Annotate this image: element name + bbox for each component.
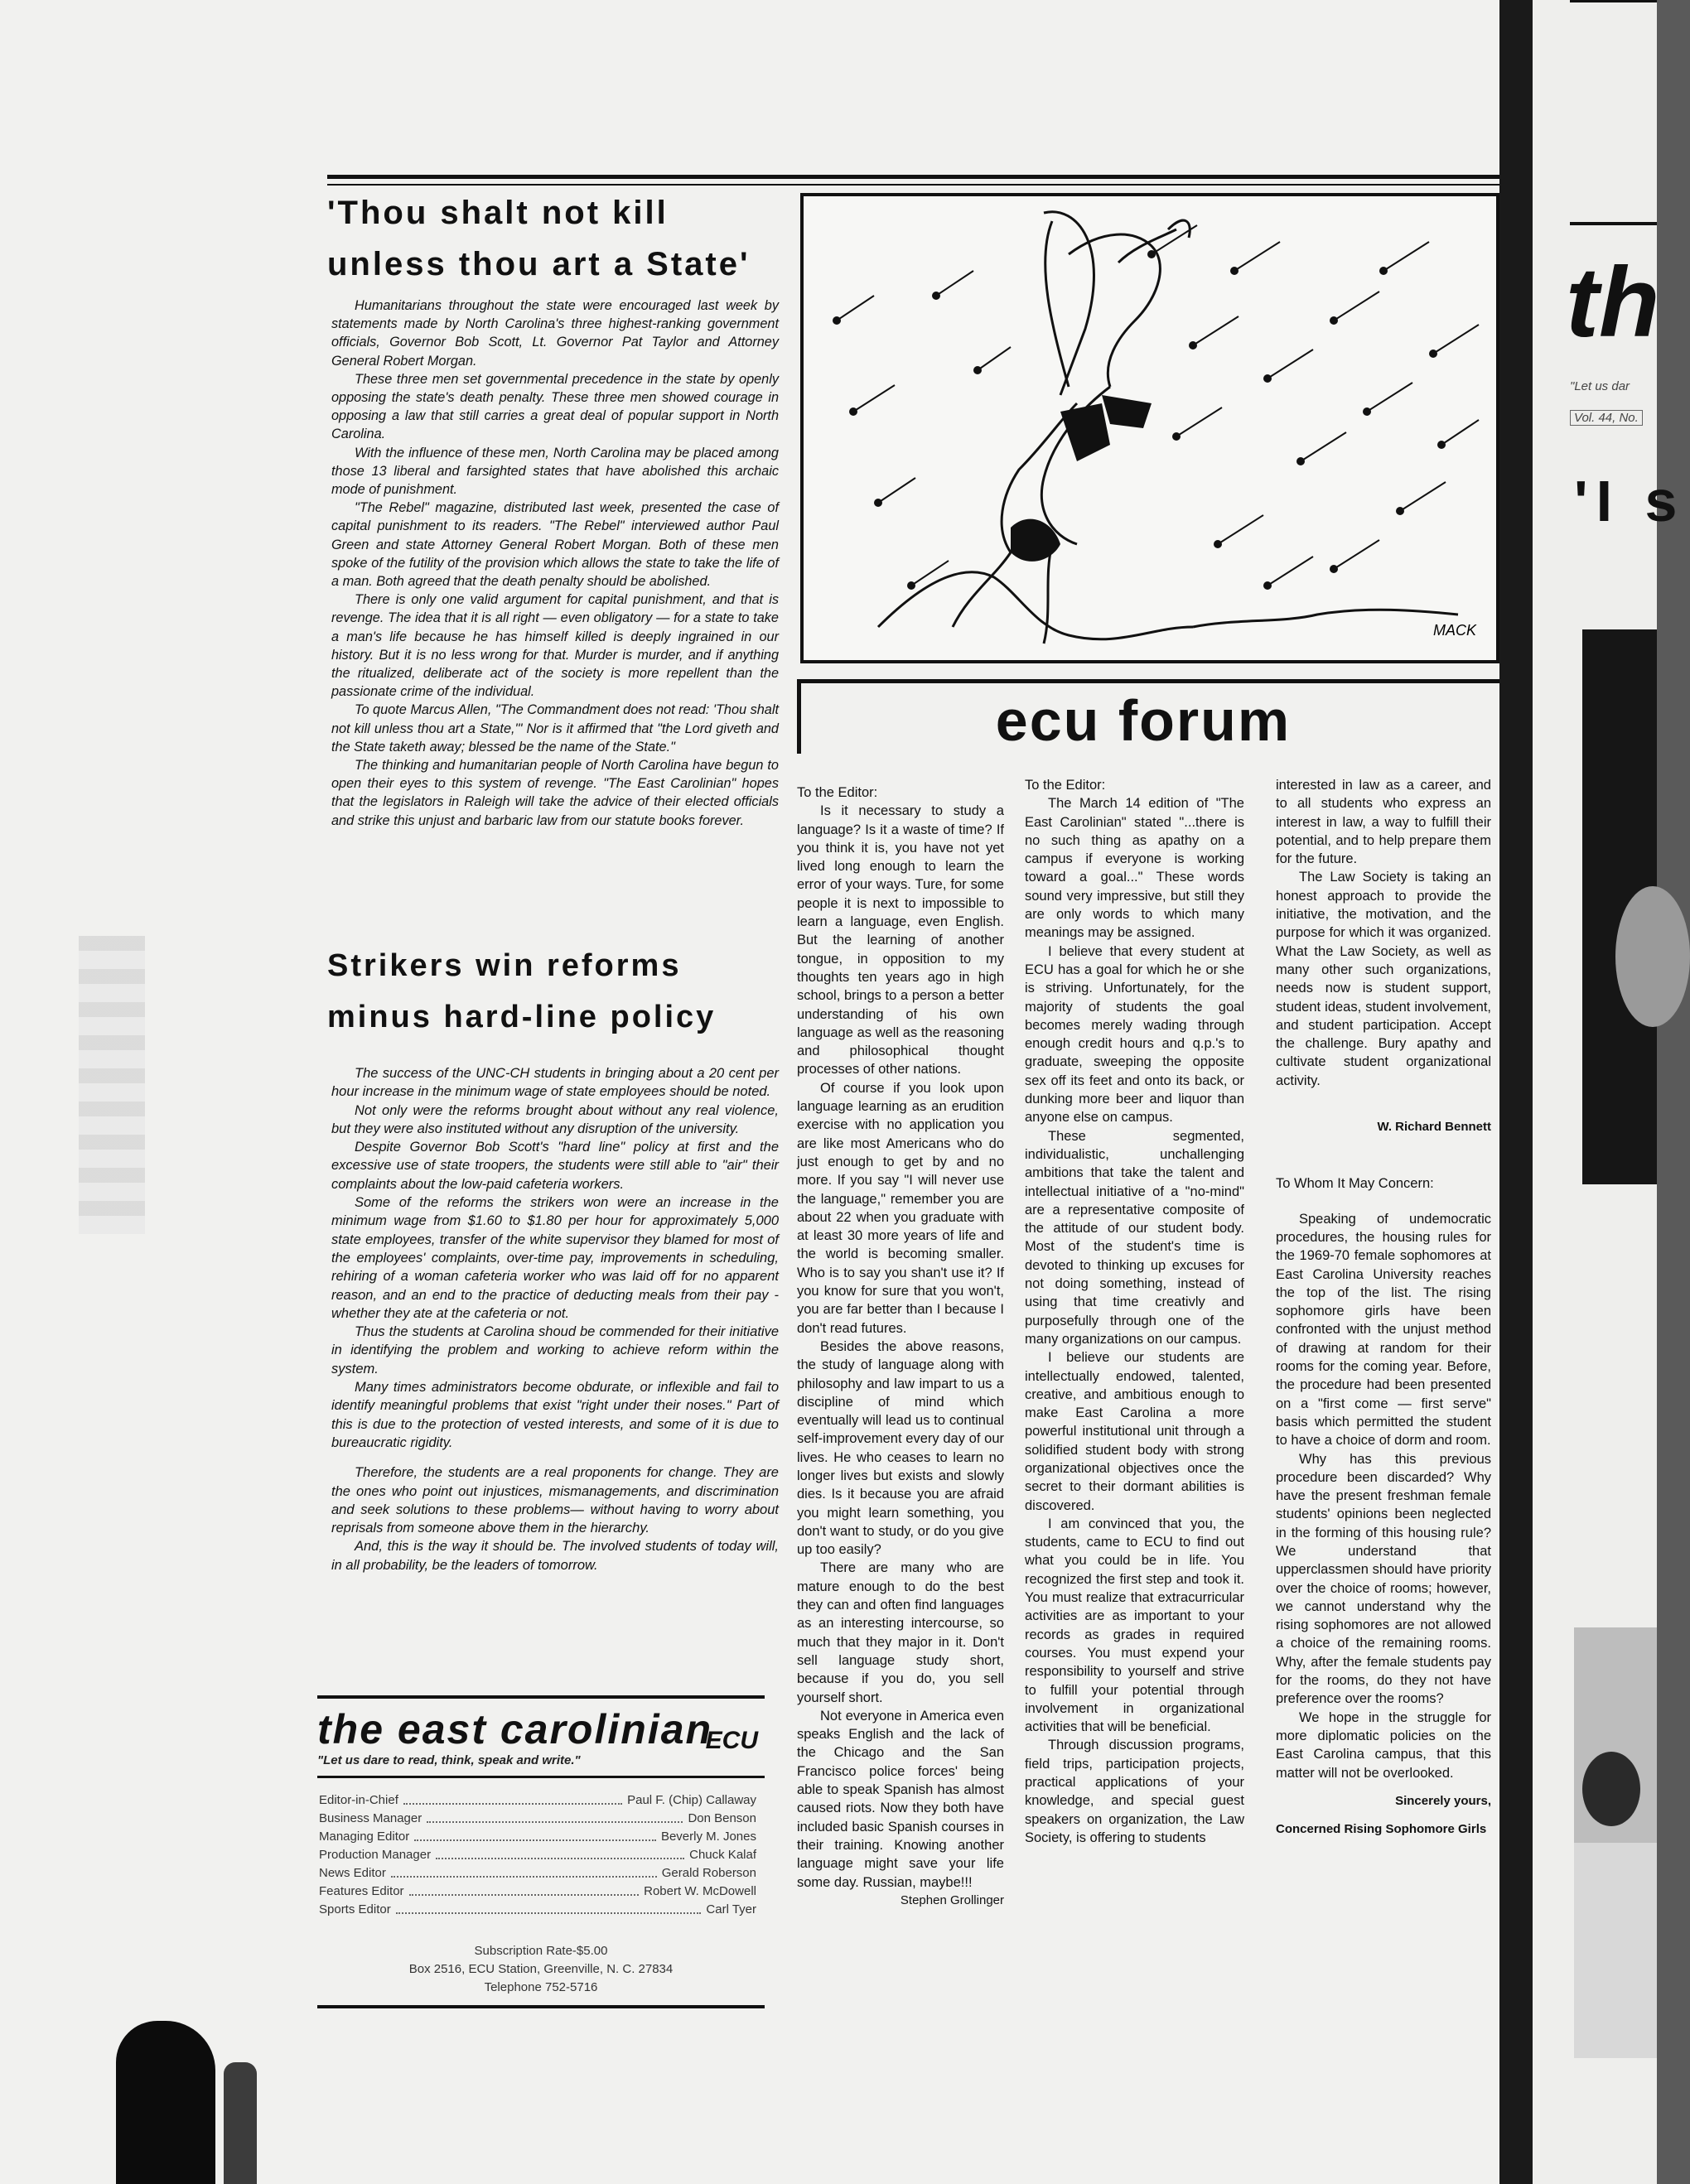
letter-paragraph: I believe that every student at ECU has a goal for which he or she is striving. Unfortunately, for the majority of students the goal becomes merely wading through enough credit hours and q.p.'s to graduate, sweeping the opposite sex off its feet and onto its back, or dunking more beer and liquor than anyone else on campus. xyxy=(1025,943,1244,1126)
article-paragraph: There is only one valid argument for capital punishment, and that is revenge. The idea that it is all right — even obligatory — for a state to take a man's life because he has himself killed is deeply ingrained in our history. But it is no less wrong for that. Murder is murder, and if anything the ritualized, deliberate act of the society is more repellent than the passionate crime of the individual. xyxy=(331,592,779,700)
article-strikers xyxy=(331,1064,779,1574)
masthead-rule-3 xyxy=(317,2005,765,2008)
letter-salutation: To the Editor: xyxy=(797,785,878,800)
article-paragraph: Many times administrators become obdurate, or inflexible and fail to identify meaningful problems that exist "right under their noses." Part of this is due to the protection of vested interests, and some of it is due to bureaucratic rigidity. xyxy=(331,1380,779,1450)
letter-paragraph: Through discussion programs, field trips, participation projects, practical applications of your knowledge, and special guest speakers on organization, the Law Society, is offering to students xyxy=(1025,1738,1244,1845)
adjacent-rule-2 xyxy=(1570,222,1657,225)
adjacent-volume: Vol. 44, No. xyxy=(1570,410,1643,426)
forum-title: ecu forum xyxy=(995,688,1292,753)
masthead-motto: "Let us dare to read, think, speak and write." xyxy=(317,1753,581,1767)
article-paragraph: The thinking and humanitarian people of North Carolina have begun to open their eyes to this system of revenge. "The East Carolinian" hopes that the legislators in Raleigh will take the advice of their elected officials and strike this unjust and barbaric law from our statute books forever. xyxy=(331,758,779,828)
thumb-shadow xyxy=(116,2021,215,2184)
ecu-logo: ECU xyxy=(705,1727,758,1754)
staff-row: Sports Editor Carl Tyer xyxy=(319,1902,756,1916)
letter-signature: W. Richard Bennett xyxy=(1377,1120,1491,1135)
letter-continuation: interested in law as a career, and to all students who express an interest in law, a way to fulfill their potential, and to help prepare them for the future. xyxy=(1276,778,1491,867)
article-paragraph: Some of the reforms the strikers won were an increase in the minimum wage from $1.60 to $1.80 per hour for approximately 5,000 state employees, transfer of the white supervisor they blamed for most of the employees' complaints, over-time pay, improvements in scheduling, rehiring of a woman cafeteria worker who was laid off for no apparent reason, and an end to the practice of deducting meals from their pay - whether they ate at the cafeteria or not. xyxy=(331,1195,779,1321)
letter-paragraph: The March 14 edition of "The East Carolinian" stated "...there is no such thing as apathy on a campus if everyone is working toward a goal..." These words sound very impressive, but still they are only words to which many meanings may be assigned. xyxy=(1025,796,1244,941)
article-paragraph: To quote Marcus Allen, "The Commandment does not read: 'Thou shalt not kill unless thou art a State,'" Nor is it affirmed that "the Lord giveth and the State taketh away; blessed be the name of the State." xyxy=(331,702,779,755)
figure-shading xyxy=(1011,395,1152,562)
article-paragraph: The success of the UNC-CH students in bringing about a 20 cent per hour increase in the minimum wage of state employees should be noted. xyxy=(331,1066,779,1100)
mailing-address: Box 2516, ECU Station, Greenville, N. C. 27834 xyxy=(408,1962,674,1976)
letter-salutation: To Whom It May Concern: xyxy=(1276,1176,1434,1192)
letter-signature: Concerned Rising Sophomore Girls xyxy=(1276,1822,1487,1837)
staff-row: Production Manager Chuck Kalaf xyxy=(319,1848,756,1862)
article-paragraph: And, this is the way it should be. The involved students of today will, in all probability, be the leaders of tomorrow. xyxy=(331,1539,779,1573)
adjacent-photo xyxy=(1582,629,1657,1184)
masthead-rule-2 xyxy=(317,1776,765,1778)
masthead xyxy=(317,1695,765,2027)
headline-line-2: minus hard-line policy xyxy=(327,1000,717,1034)
article-paragraph: Humanitarians throughout the state were encouraged last week by statements made by North Carolina's three highest-ranking government officials, Governor Bob Scott, Lt. Governor Pat Taylor and Attorney General Robert Morgan. xyxy=(331,298,779,369)
subscription-info xyxy=(317,1942,765,1997)
letter-paragraph: I am convinced that you, the students, came to ECU to find out what you could be in life. You recognized the first step and took it. You must realize that extracurricular activities are as important to your records as grades in required courses. You must expend your responsibility to yourself and strive to fulfill your potential through involvement in organizational activities that will be beneficial. xyxy=(1025,1516,1244,1735)
staff-row: Managing Editor Beverly M. Jones xyxy=(319,1830,756,1844)
staff-row: Editor-in-Chief Paul F. (Chip) Callaway xyxy=(319,1793,756,1807)
article-paragraph: Despite Governor Bob Scott's "hard line" policy at first and the excessive use of state troopers, the students were still able to "air" their complaints about the low-paid cafeteria workers. xyxy=(331,1140,779,1192)
letter-signature: Stephen Grollinger xyxy=(900,1892,1004,1907)
headline-line-1: Strikers win reforms xyxy=(327,948,682,983)
article-paragraph: Not only were the reforms brought about without any real violence, but they were also instituted without any disruption of the university. xyxy=(331,1102,779,1136)
thumb-shadow-2 xyxy=(224,2062,257,2184)
adjacent-rule xyxy=(1570,0,1657,2)
scan-artifact xyxy=(79,936,145,1234)
top-rule xyxy=(327,175,1499,179)
article-paragraph: Therefore, the students are a real proponents for change. They are the ones who point out injustices, mismanagements, and discrimination and seek solutions to these problems— without having to worry about reprisals from someone above them in the hierarchy. xyxy=(331,1465,779,1536)
letter-paragraph: Besides the above reasons, the study of language along with philosophy and law impart to us a discipline of mind which eventually will lead us to continual self-improvement every day of our lives. He who ceases to learn no longer lives but exists and slowly dies. Is it because you are afraid you might learn something, you don't want to study, or do you give up too easily? xyxy=(797,1338,1004,1558)
letter-paragraph: Of course if you look upon language learning as an erudition exercise with no application you are like most Americans who do just enough to get by and no more. If you say "I will never use the language," remember you are about 22 when you graduate with at least 30 more years of life and the world is becoming smaller. Who is to say you shan't use it? If you know for sure that you won't, you are far better than I because I don't read futures. xyxy=(797,1080,1004,1336)
letter-paragraph: There are many who are mature enough to do the best they can and often find languages as an interesting intercourse, so much that they major in it. Don't sell language study short, because if you do, you sell yourself short. xyxy=(797,1560,1004,1705)
article-paragraph: "The Rebel" magazine, distributed last week, presented the case of capital punishment to its readers. "The Rebel" interviewed author Paul Green and state Attorney General Robert Morgan. Both of these men spoke of the futility of the provision which allows the state to take the life of a man. Both agreed that the death penalty should be abolished. xyxy=(331,500,779,590)
article-capital-punishment xyxy=(331,297,779,830)
adjacent-headline: 'I s xyxy=(1574,469,1686,533)
letter-paragraph: Why has this previous procedure been discarded? Why have the present freshman female students' opinions been neglected in the forming of this housing rule? We understand that upperclassmen should have priority over the choice of rooms; however, we cannot understand why the rising sophomores are not allowed a choice of the remaining rooms. Why, after the female students pay for the rooms, do they not have preference over the rooms? xyxy=(1276,1451,1491,1707)
letter-paragraph: I believe our students are intellectually endowed, talented, creative, and ambitious enough to make East Carolina a more powerful institutional unit through a solidified student body with strong organizational objectives once the secret to their dormant abilities is discovered. xyxy=(1025,1350,1244,1513)
masthead-rule xyxy=(317,1695,765,1699)
letter-paragraph: These segmented, individualistic, unchallenging ambitions that take the talent and intellectual initiative of a "no-mind" are a representative composite of the attitude of our student body. Most of the student's time is devoted to thinking up excuses for not doing something, instead of using that time creativly and purposefully through one of the many organizations on our campus. xyxy=(1025,1128,1244,1347)
masthead-title: the east carolinian xyxy=(317,1706,713,1753)
staff-row: Business Manager Don Benson xyxy=(319,1811,756,1825)
headline-strikers xyxy=(327,940,791,1043)
letter-paragraph: Is it necessary to study a language? Is it a waste of time? If you think it is, you have not yet lived long enough to learn the error of your ways. Ture, for some people it is next to impossible to learn a language, even English. But the learning of another tongue, in opposition to my thoughts ten years ago in high school, brings to a person a better understanding of his own language as well as the reasoning and philosophical thought processes of other nations. xyxy=(797,803,1004,1078)
letter-column-3 xyxy=(1276,776,1491,1839)
adjacent-page xyxy=(1533,0,1686,2184)
staff-list xyxy=(317,1791,765,1919)
headline-line-1: 'Thou shalt not kill xyxy=(327,195,669,231)
letter-closing: Sincerely yours, xyxy=(1395,1793,1491,1808)
letter-salutation: To the Editor: xyxy=(1025,778,1106,793)
telephone: Telephone 752-5716 xyxy=(484,1980,598,1994)
adjacent-masthead-title: th xyxy=(1566,247,1660,358)
headline-line-2: unless thou art a State' xyxy=(327,246,751,282)
editorial-cartoon xyxy=(800,193,1499,663)
letter-paragraph: Speaking of undemocratic procedures, the housing rules for the 1969-70 female sophomores at East Carolina University reaches the top of the list. The rising sophomore girls have been confronted with the unjust method of drawing at random for their rooms for the coming year. Before, the procedure had been presented on a "first come — first serve" basis which permitted the student to have a choice of dorm and room. xyxy=(1276,1211,1491,1449)
subscription-rate: Subscription Rate-$5.00 xyxy=(474,1944,608,1958)
letter-paragraph: Not everyone in America even speaks English and the lack of the Chicago and the San Francisco police forces' being able to speak Spanish has almost caused riots. Now they both have included basic Spanish courses in their training. Knowing another language might save your life some day. Russian, maybe!!! xyxy=(797,1708,1004,1890)
headline-capital-punishment xyxy=(327,187,791,290)
adjacent-motto: "Let us dar xyxy=(1570,379,1630,393)
staff-row: News Editor Gerald Roberson xyxy=(319,1866,756,1880)
letter-paragraph: The Law Society is taking an honest approach to provide the initiative, the motivation, and the purpose for which it was organized. What the Law Society, as well as many other such organizations, needs now is student support, student ideas, student involvement, and student participation. Accept the challenge. Bury apathy and cultivate student organizational activity. xyxy=(1276,870,1491,1088)
letter-law-society xyxy=(1025,776,1244,1847)
adjacent-photo-2 xyxy=(1574,1627,1657,2058)
cartoon-signature: MACK xyxy=(1433,622,1477,639)
top-rule-thin xyxy=(327,184,1499,186)
article-paragraph: With the influence of these men, North Carolina may be placed among those 13 liberal and farsighted states that have abolished this archaic mode of punishment. xyxy=(331,445,779,498)
article-paragraph: Thus the students at Carolina shoud be commended for their initiative in identifying the problem and working to achieve reform within the system. xyxy=(331,1324,779,1376)
article-paragraph: These three men set governmental precedence in the state by openly opposing the state's death penalty. These three men showed courage in opposing a law that still carries a great deal of popular support in North Carolina. xyxy=(331,371,779,442)
letter-paragraph: We hope in the struggle for more diplomatic policies on the East Carolina campus, that this matter will not be overlooked. xyxy=(1276,1709,1491,1781)
letter-language-study xyxy=(797,783,1004,1910)
cartoon-drawing xyxy=(804,196,1496,660)
page-gutter xyxy=(1499,0,1533,2184)
staff-row: Features Editor Robert W. McDowell xyxy=(319,1884,756,1898)
